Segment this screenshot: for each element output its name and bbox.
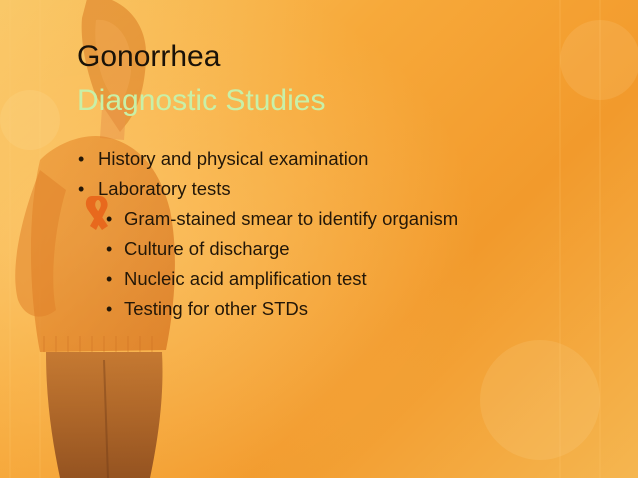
bullet-glyph: • bbox=[78, 149, 85, 169]
bullet-text: Culture of discharge bbox=[124, 238, 290, 259]
sub-bullet-item bbox=[76, 234, 458, 264]
sub-bullet-item bbox=[76, 264, 458, 294]
slide-subtitle: Diagnostic Studies bbox=[77, 84, 326, 117]
bullet-glyph: • bbox=[106, 209, 113, 229]
bullet-glyph: • bbox=[78, 179, 85, 199]
bullet-text: History and physical examination bbox=[98, 148, 369, 169]
bullet-list bbox=[76, 144, 458, 324]
bullet-glyph: • bbox=[106, 239, 113, 259]
sub-bullet-item bbox=[76, 204, 458, 234]
bullet-item bbox=[76, 174, 458, 204]
bullet-text: Laboratory tests bbox=[98, 178, 231, 199]
bullet-text: Testing for other STDs bbox=[124, 298, 309, 319]
bullet-item bbox=[76, 144, 458, 174]
bullet-glyph: • bbox=[106, 299, 113, 319]
bullet-text: Gram-stained smear to identify organism bbox=[124, 208, 459, 229]
bullet-glyph: • bbox=[106, 269, 113, 289]
sub-bullet-item bbox=[76, 294, 458, 324]
slide-title: Gonorrhea bbox=[77, 40, 221, 73]
bullet-text: Nucleic acid amplification test bbox=[124, 268, 367, 289]
